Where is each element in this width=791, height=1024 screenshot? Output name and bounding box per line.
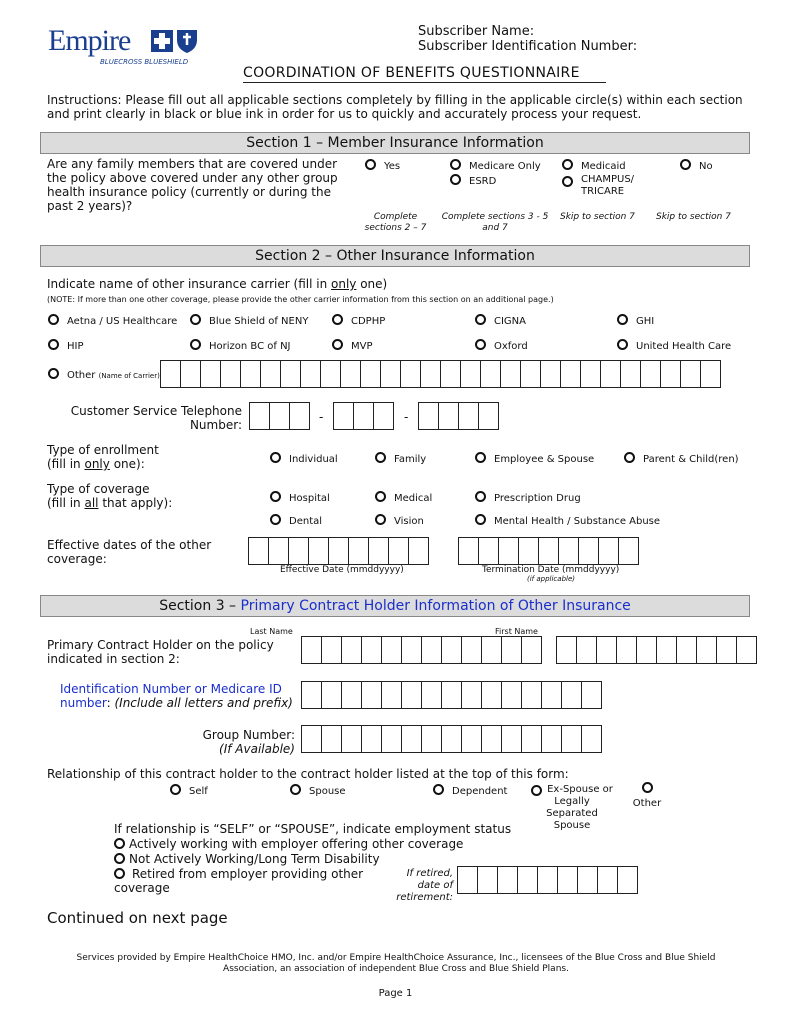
option-label: MVP: [351, 341, 373, 352]
character-box[interactable]: [380, 360, 401, 388]
phone-label: Customer Service Telephone Number:: [70, 404, 242, 432]
carrier-cigna[interactable]: [475, 314, 526, 328]
option-label: Horizon BC of NJ: [209, 341, 291, 352]
coverage-mental-health[interactable]: [475, 514, 660, 528]
section-1-header: Section 1 – Member Insurance Information: [40, 132, 750, 154]
option-label: Actively working with employer offering other coverage: [129, 837, 464, 851]
radio-circle-icon[interactable]: [114, 838, 125, 849]
prompt-text: Indicate name of other insurance carrier (fill in: [47, 277, 331, 291]
option-label: Yes: [384, 161, 401, 172]
radio-circle-icon[interactable]: [48, 339, 59, 350]
character-box[interactable]: [700, 360, 721, 388]
coverage-vision[interactable]: [375, 514, 424, 528]
character-box[interactable]: [328, 537, 349, 565]
prompt-emphasis: only: [331, 277, 357, 291]
if-applicable-label: (if applicable): [527, 575, 575, 583]
character-box[interactable]: [537, 866, 558, 894]
option-label: CIGNA: [494, 316, 527, 327]
radio-circle-icon[interactable]: [624, 452, 635, 463]
character-box[interactable]: [597, 866, 618, 894]
option-label: Vision: [394, 516, 424, 527]
radio-circle-icon[interactable]: [475, 491, 486, 502]
radio-circle-icon[interactable]: [114, 868, 125, 879]
option-label: Employee & Spouse: [494, 454, 595, 465]
character-box[interactable]: [521, 725, 542, 753]
title-underline: [243, 82, 606, 83]
radio-circle-icon[interactable]: [190, 314, 201, 325]
option-no[interactable]: [680, 159, 713, 173]
character-box[interactable]: [457, 866, 478, 894]
radio-circle-icon[interactable]: [170, 784, 181, 795]
label-text: :: [106, 696, 115, 710]
character-box[interactable]: [561, 725, 582, 753]
enroll-individual[interactable]: [270, 452, 338, 466]
character-box[interactable]: [381, 681, 402, 709]
character-box[interactable]: [440, 360, 461, 388]
note-no: Skip to section 7: [656, 212, 731, 222]
radio-circle-icon[interactable]: [617, 339, 628, 350]
option-label: Individual: [289, 454, 338, 465]
character-box[interactable]: [441, 725, 462, 753]
character-box[interactable]: [220, 360, 241, 388]
option-label: Not Actively Working/Long Term Disability: [129, 852, 380, 866]
character-box[interactable]: [596, 636, 617, 664]
group-number-hint: (If Available): [219, 742, 295, 756]
option-esrd[interactable]: [450, 174, 496, 188]
character-box[interactable]: [361, 681, 382, 709]
character-box[interactable]: [341, 636, 362, 664]
page-title: COORDINATION OF BENEFITS QUESTIONNAIRE: [243, 65, 580, 81]
radio-circle-icon[interactable]: [617, 314, 628, 325]
character-box[interactable]: [340, 360, 361, 388]
character-box[interactable]: [240, 360, 261, 388]
character-box[interactable]: [478, 402, 499, 430]
character-box[interactable]: [388, 537, 409, 565]
character-box[interactable]: [288, 537, 309, 565]
character-box[interactable]: [401, 681, 422, 709]
character-box[interactable]: [461, 681, 482, 709]
id-number-label: [60, 682, 295, 710]
section-title-highlight: Primary Contract Holder Information of Other Insurance: [240, 598, 631, 614]
radio-circle-icon[interactable]: [48, 368, 59, 379]
character-box[interactable]: [558, 537, 579, 565]
label-emphasis: all: [84, 496, 99, 510]
character-box[interactable]: [289, 402, 310, 430]
termination-date-label: Termination Date (mmddyyyy): [482, 565, 620, 575]
radio-circle-icon[interactable]: [475, 339, 486, 350]
option-champus[interactable]: [562, 174, 652, 198]
note-yes: Complete sections 2 – 7: [364, 212, 427, 233]
enroll-family[interactable]: [375, 452, 426, 466]
enrollment-label: [47, 443, 159, 471]
continued-note: Continued on next page: [47, 909, 228, 927]
character-box[interactable]: [438, 402, 459, 430]
character-box[interactable]: [521, 681, 542, 709]
character-box[interactable]: [618, 537, 639, 565]
character-box[interactable]: [521, 636, 542, 664]
first-name-input[interactable]: [556, 636, 756, 664]
logo-subtitle: BLUECROSS BLUESHIELD: [100, 58, 189, 66]
radio-circle-icon[interactable]: [433, 784, 444, 795]
character-box[interactable]: [581, 681, 602, 709]
coverage-hospital[interactable]: [270, 491, 330, 505]
page-number: Page 1: [378, 988, 413, 999]
character-box[interactable]: [269, 402, 290, 430]
phone-area-input[interactable]: [249, 402, 309, 430]
character-box[interactable]: [368, 537, 389, 565]
character-box[interactable]: [580, 360, 601, 388]
character-box[interactable]: [160, 360, 181, 388]
rel-dependent[interactable]: [433, 784, 507, 798]
effective-date-label: Effective Date (mmddyyyy): [280, 565, 404, 575]
option-label: Dental: [289, 516, 323, 527]
option-label: Oxford: [494, 341, 528, 352]
option-medicare-only[interactable]: [450, 159, 541, 173]
blue-cross-icon: [151, 30, 173, 52]
label-line: Type of coverage: [47, 482, 150, 496]
character-box[interactable]: [301, 681, 322, 709]
carrier-united[interactable]: [617, 339, 731, 353]
label-line: Type of enrollment: [47, 443, 159, 457]
character-box[interactable]: [497, 866, 518, 894]
character-box[interactable]: [461, 725, 482, 753]
retirement-date-input[interactable]: [457, 866, 637, 894]
option-label: CHAMPUS/ TRICARE: [581, 174, 635, 197]
character-box[interactable]: [736, 636, 757, 664]
character-box[interactable]: [660, 360, 681, 388]
radio-circle-icon[interactable]: [562, 159, 573, 170]
character-box[interactable]: [373, 402, 394, 430]
option-label: Medicaid: [581, 161, 626, 172]
character-box[interactable]: [441, 636, 462, 664]
last-name-label: Last Name: [250, 627, 293, 636]
radio-circle-icon[interactable]: [475, 514, 486, 525]
character-box[interactable]: [520, 360, 541, 388]
character-box[interactable]: [517, 866, 538, 894]
character-box[interactable]: [696, 636, 717, 664]
character-box[interactable]: [560, 360, 581, 388]
character-box[interactable]: [200, 360, 221, 388]
section-1-question: Are any family members that are covered under the policy above covered under any other group health insurance policy (currently or during the past 2 years)?: [47, 157, 338, 213]
label-text: (fill in: [47, 496, 85, 510]
emp-not-active[interactable]: [114, 852, 380, 866]
emp-retired[interactable]: [114, 867, 369, 895]
effective-date-input[interactable]: [248, 537, 428, 565]
character-box[interactable]: [636, 636, 657, 664]
section-3-header: [40, 595, 750, 617]
emp-active[interactable]: [114, 837, 463, 851]
option-label: Ex-Spouse or Legally Separated Spouse: [546, 784, 613, 831]
character-box[interactable]: [321, 636, 342, 664]
label-text: Identification Number or Medicare ID number: [60, 682, 282, 710]
footer-text: Services provided by Empire HealthChoice HMO, Inc. and/or Empire HealthChoice Assurance, Inc., licensees of the Blue Cross and Blue Shield Association, an association of independent Blue Cross and Blue Shield Plans.: [76, 953, 716, 974]
radio-circle-icon[interactable]: [375, 452, 386, 463]
radio-circle-icon[interactable]: [270, 452, 281, 463]
instructions: Instructions: Please fill out all applicable sections completely by filling in the applicable circle(s) within each section and print clearly in black or blue ink in order for us to quickly and accurately process your request.: [47, 93, 743, 121]
radio-circle-icon[interactable]: [475, 314, 486, 325]
character-box[interactable]: [418, 402, 439, 430]
option-label: GHI: [636, 316, 655, 327]
radio-circle-icon[interactable]: [450, 159, 461, 170]
carrier-prompt: [47, 277, 387, 291]
character-box[interactable]: [501, 636, 522, 664]
character-box[interactable]: [441, 681, 462, 709]
radio-circle-icon[interactable]: [450, 174, 461, 185]
last-name-input[interactable]: [301, 636, 541, 664]
radio-circle-icon[interactable]: [562, 176, 573, 187]
rel-ex-spouse[interactable]: [527, 784, 617, 832]
coverage-label: [47, 482, 172, 510]
character-box[interactable]: [480, 360, 501, 388]
dates-label: Effective dates of the other coverage:: [47, 538, 212, 566]
character-box[interactable]: [381, 725, 402, 753]
character-box[interactable]: [501, 681, 522, 709]
option-label: Aetna / US Healthcare: [67, 316, 178, 327]
character-box[interactable]: [321, 681, 342, 709]
option-label: Retired from employer providing other coverage: [114, 867, 364, 895]
radio-circle-icon[interactable]: [531, 785, 542, 796]
subscriber-name-label: Subscriber Name:: [418, 24, 535, 39]
radio-circle-icon[interactable]: [642, 782, 653, 793]
radio-circle-icon[interactable]: [48, 314, 59, 325]
blue-shield-icon: [176, 28, 198, 58]
radio-circle-icon[interactable]: [114, 853, 125, 864]
character-box[interactable]: [401, 725, 422, 753]
termination-date-input[interactable]: [458, 537, 638, 565]
character-box[interactable]: [561, 681, 582, 709]
radio-circle-icon[interactable]: [270, 514, 281, 525]
character-box[interactable]: [360, 360, 381, 388]
carrier-mvp[interactable]: [332, 339, 373, 353]
label-text: (fill in: [47, 457, 85, 471]
carrier-aetna[interactable]: [48, 314, 177, 328]
label-emphasis: only: [84, 457, 110, 471]
character-box[interactable]: [481, 681, 502, 709]
character-box[interactable]: [320, 360, 341, 388]
character-box[interactable]: [481, 636, 502, 664]
radio-circle-icon[interactable]: [680, 159, 691, 170]
option-label: ESRD: [469, 176, 497, 187]
character-box[interactable]: [421, 636, 442, 664]
enroll-employee-spouse[interactable]: [475, 452, 594, 466]
character-box[interactable]: [581, 725, 602, 753]
character-box[interactable]: [640, 360, 661, 388]
option-label: CDPHP: [351, 316, 386, 327]
option-label: No: [699, 161, 713, 172]
option-label: Self: [189, 786, 208, 797]
radio-circle-icon[interactable]: [290, 784, 301, 795]
first-name-label: First Name: [495, 627, 538, 636]
character-box[interactable]: [578, 537, 599, 565]
character-box[interactable]: [249, 402, 270, 430]
character-box[interactable]: [348, 537, 369, 565]
option-label: Medical: [394, 493, 433, 504]
character-box[interactable]: [421, 725, 442, 753]
coverage-dental[interactable]: [270, 514, 322, 528]
character-box[interactable]: [301, 725, 322, 753]
carrier-oxford[interactable]: [475, 339, 528, 353]
option-label: Parent & Child(ren): [643, 454, 739, 465]
coverage-prescription[interactable]: [475, 491, 581, 505]
note-medicare: Complete sections 3 - 5 and 7: [441, 212, 549, 233]
character-box[interactable]: [260, 360, 281, 388]
label-line: [47, 457, 159, 471]
radio-circle-icon[interactable]: [475, 452, 486, 463]
section-title-text: Section 3 –: [159, 598, 241, 614]
character-box[interactable]: [617, 866, 638, 894]
character-box[interactable]: [333, 402, 354, 430]
carrier-blue-shield[interactable]: [190, 314, 308, 328]
character-box[interactable]: [478, 537, 499, 565]
character-box[interactable]: [180, 360, 201, 388]
character-box[interactable]: [500, 360, 521, 388]
character-box[interactable]: [616, 636, 637, 664]
label-hint: (Include all letters and prefix): [114, 696, 293, 710]
character-box[interactable]: [576, 636, 597, 664]
option-label: Blue Shield of NENY: [209, 316, 309, 327]
character-box[interactable]: [680, 360, 701, 388]
option-yes[interactable]: [365, 159, 400, 173]
character-box[interactable]: [458, 402, 479, 430]
character-box[interactable]: [401, 636, 422, 664]
character-box[interactable]: [598, 537, 619, 565]
character-box[interactable]: [460, 360, 481, 388]
carrier-ghi[interactable]: [617, 314, 654, 328]
character-box[interactable]: [541, 725, 562, 753]
option-label: Medicare Only: [469, 161, 541, 172]
label-text: one):: [109, 457, 145, 471]
character-box[interactable]: [481, 725, 502, 753]
carrier-cdphp[interactable]: [332, 314, 385, 328]
phone-prefix-input[interactable]: [333, 402, 393, 430]
character-box[interactable]: [361, 725, 382, 753]
character-box[interactable]: [341, 681, 362, 709]
character-box[interactable]: [300, 360, 321, 388]
character-box[interactable]: [381, 636, 402, 664]
character-box[interactable]: [248, 537, 269, 565]
option-label: Hospital: [289, 493, 330, 504]
character-box[interactable]: [458, 537, 479, 565]
option-label: Mental Health / Substance Abuse: [494, 516, 661, 527]
carrier-note: (NOTE: If more than one other coverage, please provide the other carrier information from this section on an additional page.): [47, 295, 554, 304]
character-box[interactable]: [676, 636, 697, 664]
character-box[interactable]: [268, 537, 289, 565]
carrier-hip[interactable]: [48, 339, 84, 353]
option-label: Prescription Drug: [494, 493, 581, 504]
option-label: United Health Care: [636, 341, 732, 352]
radio-circle-icon[interactable]: [365, 159, 376, 170]
character-box[interactable]: [716, 636, 737, 664]
character-box[interactable]: [461, 636, 482, 664]
character-box[interactable]: [656, 636, 677, 664]
coverage-medical[interactable]: [375, 491, 432, 505]
other-carrier-input[interactable]: [160, 360, 720, 388]
option-label: HIP: [67, 341, 84, 352]
phone-dash-2: -: [404, 410, 409, 424]
character-box[interactable]: [518, 537, 539, 565]
section-2-header: Section 2 – Other Insurance Information: [40, 245, 750, 267]
character-box[interactable]: [321, 725, 342, 753]
character-box[interactable]: [400, 360, 421, 388]
character-box[interactable]: [301, 636, 322, 664]
radio-circle-icon[interactable]: [270, 491, 281, 502]
character-box[interactable]: [541, 681, 562, 709]
radio-circle-icon[interactable]: [332, 314, 343, 325]
prompt-text: one): [356, 277, 388, 291]
character-box[interactable]: [308, 537, 329, 565]
empire-logo: [48, 24, 208, 68]
radio-circle-icon[interactable]: [375, 491, 386, 502]
relationship-prompt: Relationship of this contract holder to the contract holder listed at the top of this form:: [47, 767, 569, 781]
id-number-input[interactable]: [301, 681, 601, 709]
character-box[interactable]: [498, 537, 519, 565]
character-box[interactable]: [341, 725, 362, 753]
subscriber-id-label: Subscriber Identification Number:: [418, 39, 638, 54]
phone-dash-1: -: [319, 410, 324, 424]
option-label: Other: [632, 798, 662, 809]
character-box[interactable]: [420, 360, 441, 388]
character-box[interactable]: [556, 636, 577, 664]
employment-prompt: If relationship is “SELF” or “SPOUSE”, indicate employment status: [114, 822, 512, 836]
character-box[interactable]: [501, 725, 522, 753]
character-box[interactable]: [408, 537, 429, 565]
label-text: that apply):: [98, 496, 173, 510]
character-box[interactable]: [361, 636, 382, 664]
character-box[interactable]: [620, 360, 641, 388]
radio-circle-icon[interactable]: [375, 514, 386, 525]
character-box[interactable]: [477, 866, 498, 894]
radio-circle-icon[interactable]: [332, 339, 343, 350]
rel-spouse[interactable]: [290, 784, 346, 798]
character-box[interactable]: [538, 537, 559, 565]
phone-line-input[interactable]: [418, 402, 498, 430]
character-box[interactable]: [600, 360, 621, 388]
carrier-horizon[interactable]: [190, 339, 291, 353]
character-box[interactable]: [540, 360, 561, 388]
character-box[interactable]: [353, 402, 374, 430]
rel-other[interactable]: [630, 782, 664, 810]
holder-label: Primary Contract Holder on the policy indicated in section 2:: [47, 638, 274, 666]
option-sublabel: (Name of Carrier): [98, 372, 160, 380]
option-medicaid[interactable]: [562, 159, 626, 173]
note-medicaid: Skip to section 7: [560, 212, 635, 222]
retired-date-label: If retired, date of retirement:: [396, 868, 453, 903]
carrier-other[interactable]: [48, 368, 160, 382]
character-box[interactable]: [421, 681, 442, 709]
option-label: Dependent: [452, 786, 508, 797]
option-label: Spouse: [309, 786, 346, 797]
character-box[interactable]: [577, 866, 598, 894]
logo-word: Empire: [48, 24, 131, 57]
rel-self[interactable]: [170, 784, 208, 798]
option-label: Other: [67, 370, 96, 381]
radio-circle-icon[interactable]: [190, 339, 201, 350]
character-box[interactable]: [557, 866, 578, 894]
enroll-parent-child[interactable]: [624, 452, 739, 466]
option-label: Family: [394, 454, 427, 465]
group-number-input[interactable]: [301, 725, 601, 753]
character-box[interactable]: [280, 360, 301, 388]
label-line: [47, 496, 172, 510]
group-number-label: Group Number:: [202, 728, 295, 742]
